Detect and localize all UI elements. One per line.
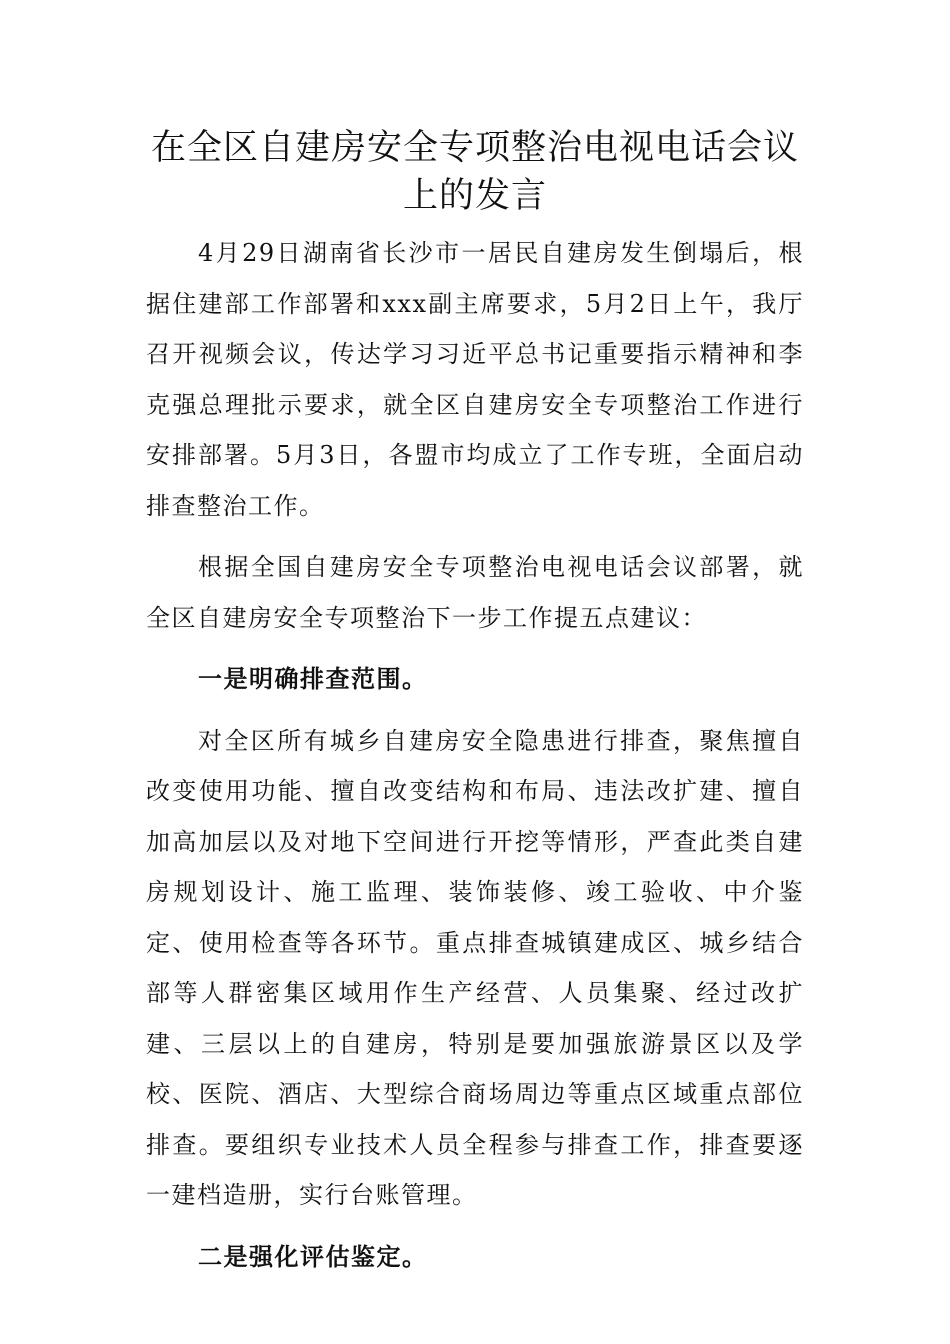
title-line-1: 在全区自建房安全专项整治电视电话会议 <box>150 128 799 168</box>
heading-point-2: 二是强化评估鉴定。 <box>198 1242 428 1271</box>
document-title <box>120 124 830 220</box>
paragraph-point-1: 对全区所有城乡自建房安全隐患进行排查，聚焦擅自改变使用功能、擅自改变结构和布局、违法改扩建、擅自加高加层以及对地下空间进行开挖等情形，严查此类自建房规划设计、施工监理、装饰装修、竣工验收、中介鉴定、使用检查等各环节。重点排查城镇建成区、城乡结合部等人群密集区域用作生产经营、人员集聚、经过改扩建、三层以上的自建房，特别是要加强旅游景区以及学校、医院、酒店、大型综合商场周边等重点区域重点部位排查。要组织专业技术人员全程参与排查工作，排查要逐一建档造册，实行台账管理。 <box>146 726 804 1209</box>
heading-point-1: 一是明确排查范围。 <box>198 665 428 693</box>
paragraph-intro: 4月29日湖南省长沙市一居民自建房发生倒塌后，根据住建部工作部署和xxx副主席要求，5月2日上午，我厅召开视频会议，传达学习习近平总书记重要指示精神和李克强总理批示要求，就全区自建房安全专项整治工作进行安排部署。5月3日，各盟市均成立了工作专班，全面启动排查整治工作。 <box>146 239 804 520</box>
paragraph-suggestions: 根据全国自建房安全专项整治电视电话会议部署，就全区自建房安全专项整治下一步工作提五点建议： <box>146 553 804 632</box>
document-body <box>146 228 804 1293</box>
title-line-2: 上的发言 <box>402 176 547 216</box>
